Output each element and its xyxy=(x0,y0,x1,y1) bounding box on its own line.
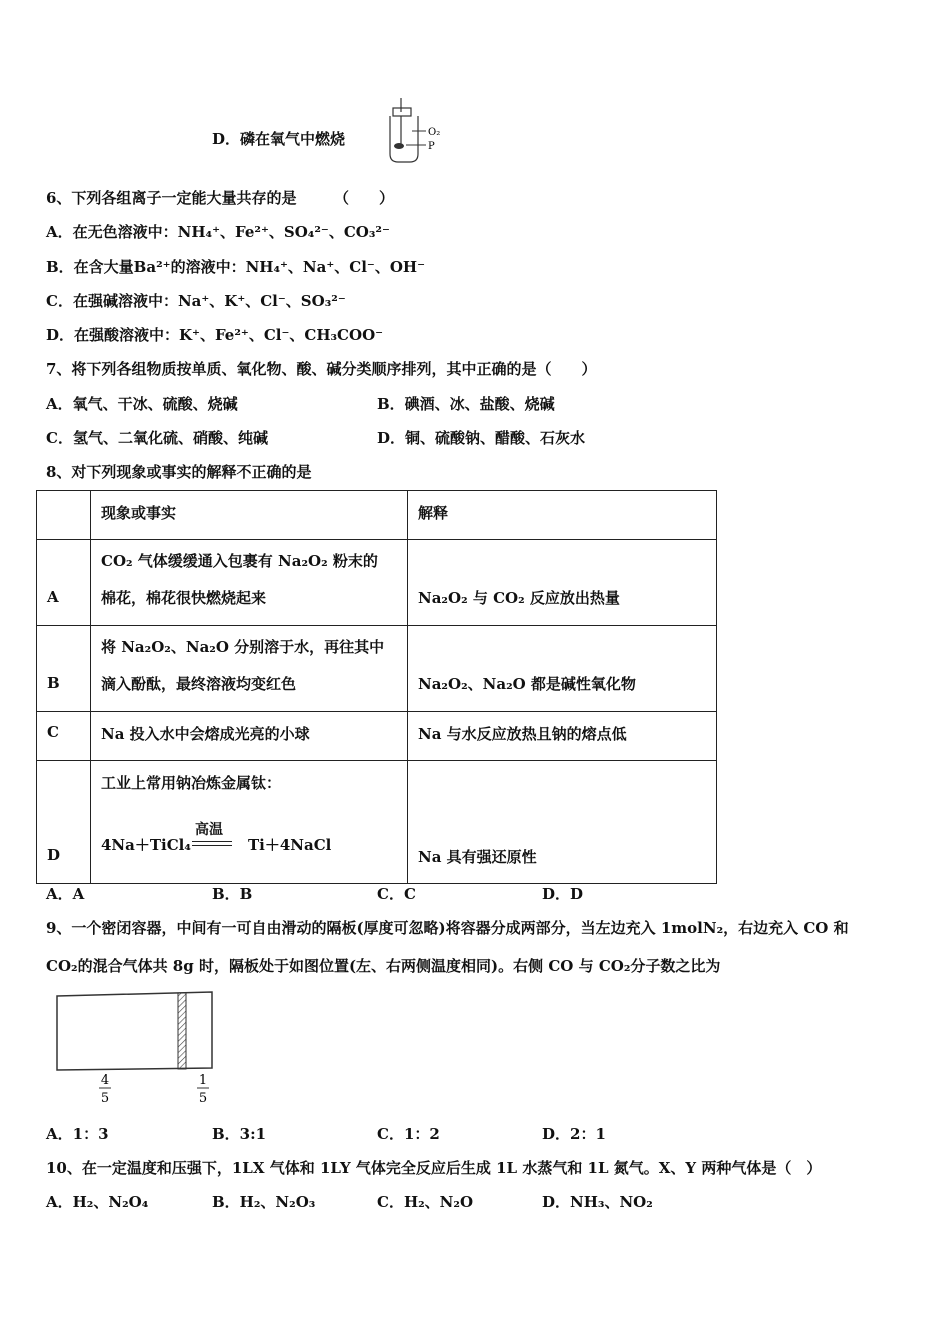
q9-option-c: C．1：2 xyxy=(377,1125,440,1143)
row-explain: Na 具有强还原性 xyxy=(418,848,537,866)
q7-option-c: C．氢气、二氧化硫、硝酸、纯碱 xyxy=(46,429,268,447)
row-key: B xyxy=(47,674,60,692)
q7-option-b: B．碘酒、冰、盐酸、烧碱 xyxy=(377,395,555,413)
q10-option-b: B．H₂、N₂O₃ xyxy=(212,1193,316,1211)
equation-right: Ti＋4NaCl xyxy=(248,836,332,854)
q6-option-b: B．在含大量Ba²⁺的溶液中：NH₄⁺、Na⁺、Cl⁻、OH⁻ xyxy=(46,258,425,276)
row-fact-line2: 棉花，棉花很快燃烧起来 xyxy=(101,589,267,607)
q8-option-b: B．B xyxy=(212,885,253,903)
q10-option-a: A．H₂、N₂O₄ xyxy=(46,1193,149,1211)
row-fact-line1: Na 投入水中会熔成光亮的小球 xyxy=(101,725,310,743)
table-header-row xyxy=(37,491,717,540)
frac-right-num: 1 xyxy=(198,1073,208,1088)
p-label: P xyxy=(428,141,435,152)
q9-stem-line1: 9、一个密闭容器，中间有一可自由滑动的隔板(厚度可忽略)将容器分成两部分，当左边充入 1molN₂，右边充入 CO 和 xyxy=(46,919,849,937)
table-row xyxy=(37,626,717,712)
q6-option-a: A．在无色溶液中：NH₄⁺、Fe²⁺、SO₄²⁻、CO₃²⁻ xyxy=(46,223,390,241)
q7-stem: 7、将下列各组物质按单质、氧化物、酸、碱分类顺序排列，其中正确的是（ ） xyxy=(46,360,597,378)
o2-label: O₂ xyxy=(428,127,441,138)
row-key: C xyxy=(47,723,59,741)
frac-left-den: 5 xyxy=(100,1091,110,1106)
q7-option-d: D．铜、硫酸钠、醋酸、石灰水 xyxy=(377,429,586,447)
q8-stem: 8、对下列现象或事实的解释不正确的是 xyxy=(46,463,312,481)
table-row xyxy=(37,761,717,884)
equation-arrow xyxy=(192,841,232,846)
phosphorus-burning-diagram xyxy=(378,96,448,168)
row-fact-line1: 工业上常用钠冶炼金属钛： xyxy=(101,774,282,792)
q9-option-a: A．1：3 xyxy=(46,1125,109,1143)
q8-option-c: C．C xyxy=(377,885,416,903)
q6-stem: 6、下列各组离子一定能大量共存的是 （ ） xyxy=(46,189,394,207)
container-diagram xyxy=(52,986,222,1108)
q7-option-a: A．氧气、干冰、硫酸、烧碱 xyxy=(46,395,238,413)
q9-stem-line2: CO₂的混合气体共 8g 时，隔板处于如图位置(左、右两侧温度相同)。右侧 CO 与 CO₂分子数之比为 xyxy=(46,957,721,975)
q8-table xyxy=(36,490,717,884)
row-fact-line2: 滴入酚酞，最终溶液均变红色 xyxy=(101,675,297,693)
row-explain: Na₂O₂、Na₂O 都是碱性氧化物 xyxy=(418,675,636,693)
row-explain: Na 与水反应放热且钠的熔点低 xyxy=(418,725,627,743)
q9-option-d: D．2：1 xyxy=(542,1125,606,1143)
frac-right-den: 5 xyxy=(198,1091,208,1106)
row-key: A xyxy=(47,588,59,606)
row-explain: Na₂O₂ 与 CO₂ 反应放出热量 xyxy=(418,589,620,607)
q9-option-b: B．3:1 xyxy=(212,1125,267,1143)
q8-option-a: A．A xyxy=(46,885,85,903)
q10-option-d: D．NH₃、NO₂ xyxy=(542,1193,653,1211)
header-fact: 现象或事实 xyxy=(101,504,177,522)
row-fact-line1: 将 Na₂O₂、Na₂O 分别溶于水，再往其中 xyxy=(101,638,385,656)
q6-option-c: C．在强碱溶液中：Na⁺、K⁺、Cl⁻、SO₃²⁻ xyxy=(46,292,346,310)
q8-option-d: D．D xyxy=(542,885,584,903)
q10-stem: 10、在一定温度和压强下，1LX 气体和 1LY 气体完全反应后生成 1L 水蒸气和 1L 氮气。X、Y 两种气体是（ ） xyxy=(46,1159,822,1177)
q10-option-c: C．H₂、N₂O xyxy=(377,1193,474,1211)
q6-option-d: D．在强酸溶液中：K⁺、Fe²⁺、Cl⁻、CH₃COO⁻ xyxy=(46,326,384,344)
row-key: D xyxy=(47,846,61,864)
equation-condition: 高温 xyxy=(195,822,223,838)
equation-left: 4Na＋TiCl₄ xyxy=(101,836,191,854)
header-explain: 解释 xyxy=(418,504,449,522)
frac-left-num: 4 xyxy=(100,1073,110,1088)
row-fact-line1: CO₂ 气体缓缓通入包裹有 Na₂O₂ 粉末的 xyxy=(101,552,378,570)
q5-option-d: D．磷在氧气中燃烧 xyxy=(212,130,346,148)
table-row xyxy=(37,712,717,761)
table-row xyxy=(37,540,717,626)
